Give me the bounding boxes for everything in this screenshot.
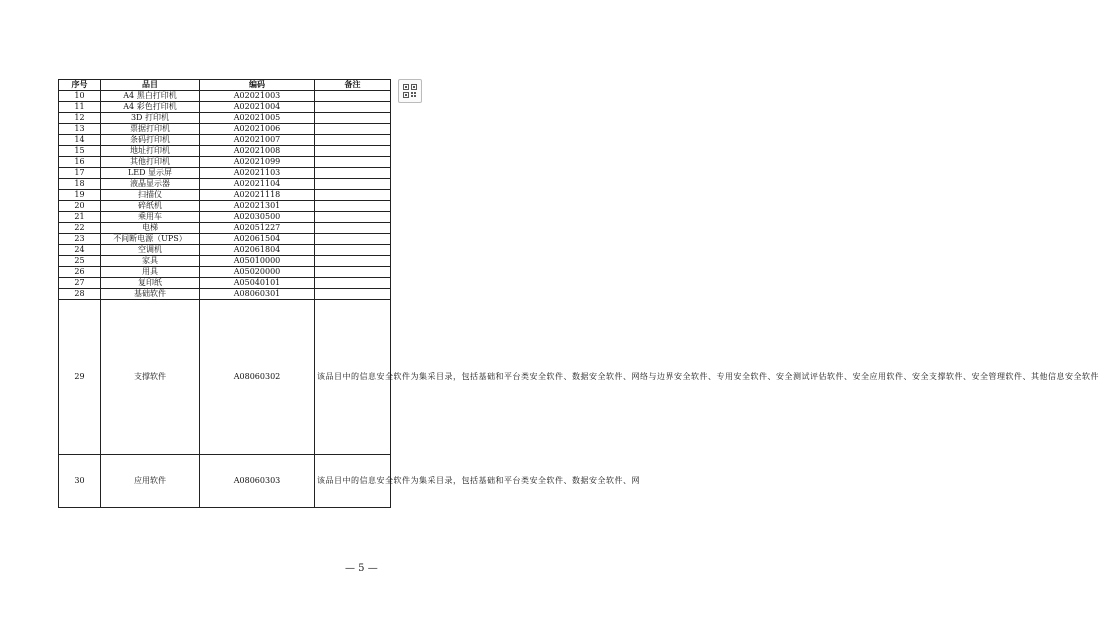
cell-code: A02021099: [200, 157, 315, 168]
cell-serial: 22: [59, 223, 101, 234]
table-row: [59, 179, 391, 190]
header-item: 品目: [101, 80, 200, 91]
cell-code: A08060303: [200, 455, 315, 508]
cell-item: 条码打印机: [101, 135, 200, 146]
cell-note: [315, 135, 391, 146]
cell-serial: 17: [59, 168, 101, 179]
cell-code: A02021118: [200, 190, 315, 201]
cell-item: 其他打印机: [101, 157, 200, 168]
table-row: [59, 300, 391, 455]
cell-serial: 21: [59, 212, 101, 223]
table-row: [59, 102, 391, 113]
cell-code: A02021006: [200, 124, 315, 135]
table-row: [59, 267, 391, 278]
cell-code: A02021005: [200, 113, 315, 124]
procurement-catalog-table: [58, 79, 1099, 508]
cell-note: [315, 278, 391, 289]
cell-serial: 14: [59, 135, 101, 146]
cell-item: 支撑软件: [101, 300, 200, 455]
cell-serial: 29: [59, 300, 101, 455]
cell-note: 该品目中的信息安全软件为集采目录，包括基础和平台类安全软件、数据安全软件、网络与边界安全软件、专用安全软件、安全测试评估软件、安全应用软件、安全支撑软件、安全管理软件、其他信息安全软件: [315, 300, 391, 455]
cell-serial: 27: [59, 278, 101, 289]
table-row: [59, 146, 391, 157]
qr-code-glyph: [403, 84, 417, 98]
cell-code: A05040101: [200, 278, 315, 289]
cell-code: A02021007: [200, 135, 315, 146]
cell-serial: 18: [59, 179, 101, 190]
cell-note: [315, 289, 391, 300]
header-code: 编码: [200, 80, 315, 91]
cell-item: 用具: [101, 267, 200, 278]
cell-code: A02021004: [200, 102, 315, 113]
table-row: [59, 223, 391, 234]
table-row: [59, 135, 391, 146]
cell-serial: 30: [59, 455, 101, 508]
cell-code: A08060302: [200, 300, 315, 455]
header-serial: 序号: [59, 80, 101, 91]
cell-serial: 24: [59, 245, 101, 256]
header-note: 备注: [315, 80, 391, 91]
cell-item: 基础软件: [101, 289, 200, 300]
cell-item: 地址打印机: [101, 146, 200, 157]
cell-serial: 13: [59, 124, 101, 135]
cell-code: A02021003: [200, 91, 315, 102]
cell-item: 扫描仪: [101, 190, 200, 201]
table-row: [59, 190, 391, 201]
cell-code: A02051227: [200, 223, 315, 234]
table-row: [59, 91, 391, 102]
cell-note: [315, 201, 391, 212]
cell-item: 3D 打印机: [101, 113, 200, 124]
cell-note: [315, 212, 391, 223]
page-number: — 5 —: [345, 563, 378, 574]
cell-note: [315, 223, 391, 234]
cell-code: A02021008: [200, 146, 315, 157]
cell-item: 液晶显示器: [101, 179, 200, 190]
table-row: [59, 234, 391, 245]
table-row: [59, 289, 391, 300]
cell-note: [315, 157, 391, 168]
cell-code: A02061504: [200, 234, 315, 245]
table-row: [59, 212, 391, 223]
cell-serial: 20: [59, 201, 101, 212]
table-row: [59, 245, 391, 256]
cell-code: A05020000: [200, 267, 315, 278]
cell-serial: 16: [59, 157, 101, 168]
cell-item: A4 黑白打印机: [101, 91, 200, 102]
cell-note: [315, 113, 391, 124]
cell-code: A02030500: [200, 212, 315, 223]
cell-serial: 10: [59, 91, 101, 102]
cell-note: [315, 234, 391, 245]
cell-serial: 28: [59, 289, 101, 300]
qr-code-icon[interactable]: [398, 79, 422, 103]
cell-item: 空调机: [101, 245, 200, 256]
cell-item: 应用软件: [101, 455, 200, 508]
cell-item: 碎纸机: [101, 201, 200, 212]
cell-item: 票据打印机: [101, 124, 200, 135]
cell-note: 该品目中的信息安全软件为集采目录，包括基础和平台类安全软件、数据安全软件、网: [315, 455, 391, 508]
cell-serial: 19: [59, 190, 101, 201]
cell-serial: 25: [59, 256, 101, 267]
table-row: [59, 124, 391, 135]
cell-note: [315, 190, 391, 201]
cell-code: A02061804: [200, 245, 315, 256]
cell-serial: 11: [59, 102, 101, 113]
cell-note: [315, 91, 391, 102]
cell-serial: 26: [59, 267, 101, 278]
cell-note: [315, 267, 391, 278]
cell-note: [315, 168, 391, 179]
table-row: [59, 278, 391, 289]
table-row: [59, 455, 391, 508]
cell-item: 不间断电源（UPS）: [101, 234, 200, 245]
cell-code: A02021103: [200, 168, 315, 179]
cell-code: A08060301: [200, 289, 315, 300]
cell-serial: 12: [59, 113, 101, 124]
cell-note: [315, 146, 391, 157]
cell-note: [315, 102, 391, 113]
cell-code: A02021301: [200, 201, 315, 212]
cell-serial: 15: [59, 146, 101, 157]
cell-note: [315, 245, 391, 256]
table-row: [59, 157, 391, 168]
cell-code: A05010000: [200, 256, 315, 267]
table-row: [59, 256, 391, 267]
cell-note: [315, 256, 391, 267]
table-row: [59, 168, 391, 179]
cell-item: 复印纸: [101, 278, 200, 289]
cell-item: 电梯: [101, 223, 200, 234]
cell-serial: 23: [59, 234, 101, 245]
cell-item: LED 显示屏: [101, 168, 200, 179]
cell-note: [315, 179, 391, 190]
table-header-row: [59, 80, 391, 91]
cell-item: 家具: [101, 256, 200, 267]
cell-item: 乘用车: [101, 212, 200, 223]
cell-code: A02021104: [200, 179, 315, 190]
cell-note: [315, 124, 391, 135]
cell-item: A4 彩色打印机: [101, 102, 200, 113]
table-row: [59, 113, 391, 124]
table-row: [59, 201, 391, 212]
